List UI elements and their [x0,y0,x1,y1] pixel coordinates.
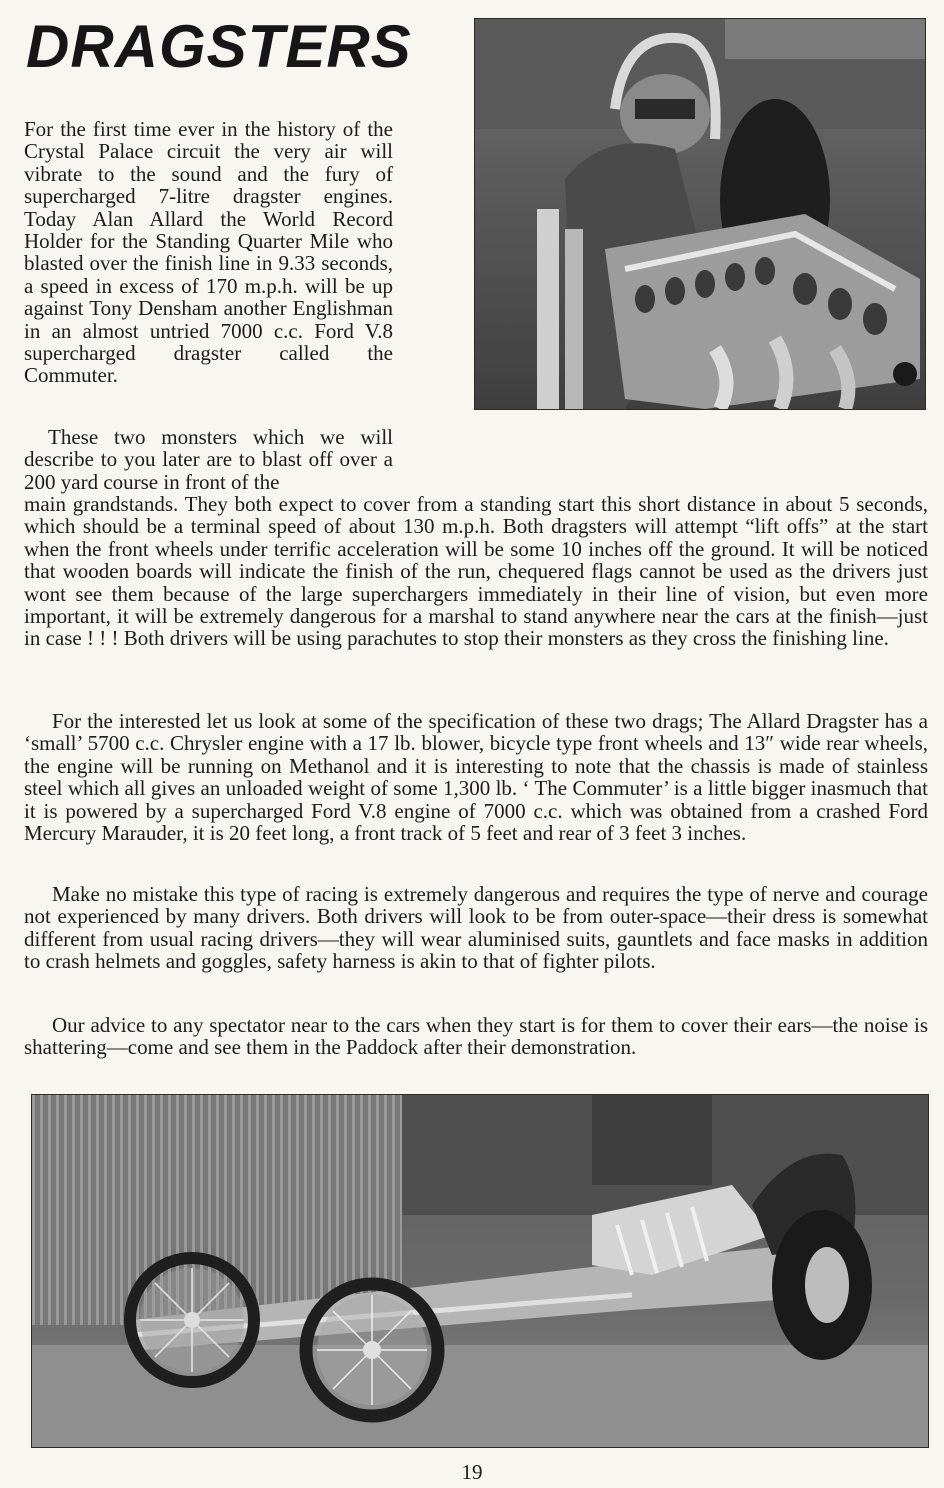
course-paragraph-continued: main grandstands. They both expect to cover from a standing start this short distance in about 5 seconds, which should be a terminal speed of about 130 m.p.h. Both dragsters will attempt “lift offs” at the start when the front wheels under terrific acceleration will be some 10 inches off the ground. It will be noticed that wooden boards will indicate the finish of the run, chequered flags cannot be used as the drivers just wont see them because of the large superchargers immediately in their line of vision, but even more important, it will be extremely dangerous for a marshal to stand anywhere near the cars at the finish—just in case ! ! ! Both drivers will be using parachutes to stop their monsters as they cross the finishing line. [24,492,928,651]
specification-paragraph: For the interested let us look at some of the specification of these two drags; The Allard Dragster has a ‘small’ 5700 c.c. Chrysler engine with a 17 lb. blower, bicycle type front wheels and 13″ wide rear wheels, the engine will be running on Methanol and it is interesting to note that the chassis is made of stainless steel which all gives an unloaded weight of some 1,300 lb. ‘ The Commuter’ is a little bigger inasmuch that it is powered by a supercharged Ford V.8 engine of 7000 c.c. which was obtained from a crashed Ford Mercury Marauder, it is 20 feet long, a front track of 5 feet and rear of 3 feet 3 inches. [24,709,928,846]
page-number: 19 [461,1460,483,1484]
article-title: DRAGSTERS [26,13,412,80]
dragster-side-view-photo [31,1094,929,1448]
intro-paragraph: For the first time ever in the history of the Crystal Palace circuit the very air will vibrate to the sound and the fury of supercharged 7-litre dragster engines. Today Alan Allard the World Record Holder for the Standing Quarter Mile who blasted over the finish line in 9.33 seconds, a speed in excess of 170 m.p.h. will be up against Tony Densham another Englishman in an almost untried 7000 c.c. Ford V.8 supercharged dragster called the Commuter. [24,117,393,388]
advice-paragraph: Our advice to any spectator near to the cars when they start is for them to cover their ears—the noise is shattering—come and see them in the Paddock after their demonstration. [24,1013,928,1060]
danger-paragraph: Make no mistake this type of racing is extremely dangerous and requires the type of nerve and courage not experienced by many drivers. Both drivers will look to be from outer-space—their dress is somewhat different from usual racing drivers—they will wear aluminised suits, gauntlets and face masks in addition to crash helmets and goggles, safety harness is akin to that of fighter pilots. [24,882,928,974]
dragster-engine-photo [474,18,926,410]
course-paragraph-start: These two monsters which we will describe to you later are to blast off over a 200 yard course in front of the [24,425,393,494]
